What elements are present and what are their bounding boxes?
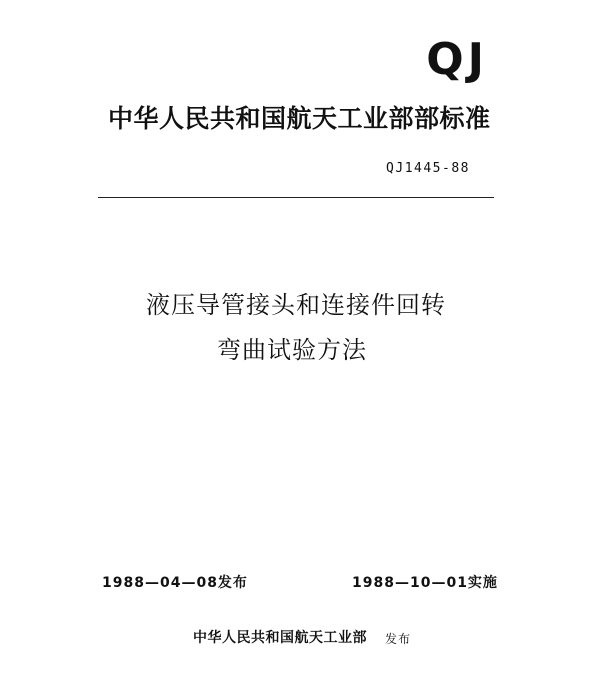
document-title-line2: 弯曲试验方法 [217,336,367,364]
document-title-line1: 液压导管接头和连接件回转 [146,291,446,319]
ministry-standard-heading: 中华人民共和国航天工业部部标准 [108,104,491,133]
implementation-date: 1988—10—01实施 [352,575,498,591]
issue-date: 1988—04—08发布 [102,575,248,591]
header-divider [98,197,494,198]
qj-logo: QJ [426,34,488,85]
publisher: 中华人民共和国航天工业部 [193,630,367,646]
publish-label: 发布 [385,632,412,646]
standard-number: QJ1445-88 [386,161,470,176]
